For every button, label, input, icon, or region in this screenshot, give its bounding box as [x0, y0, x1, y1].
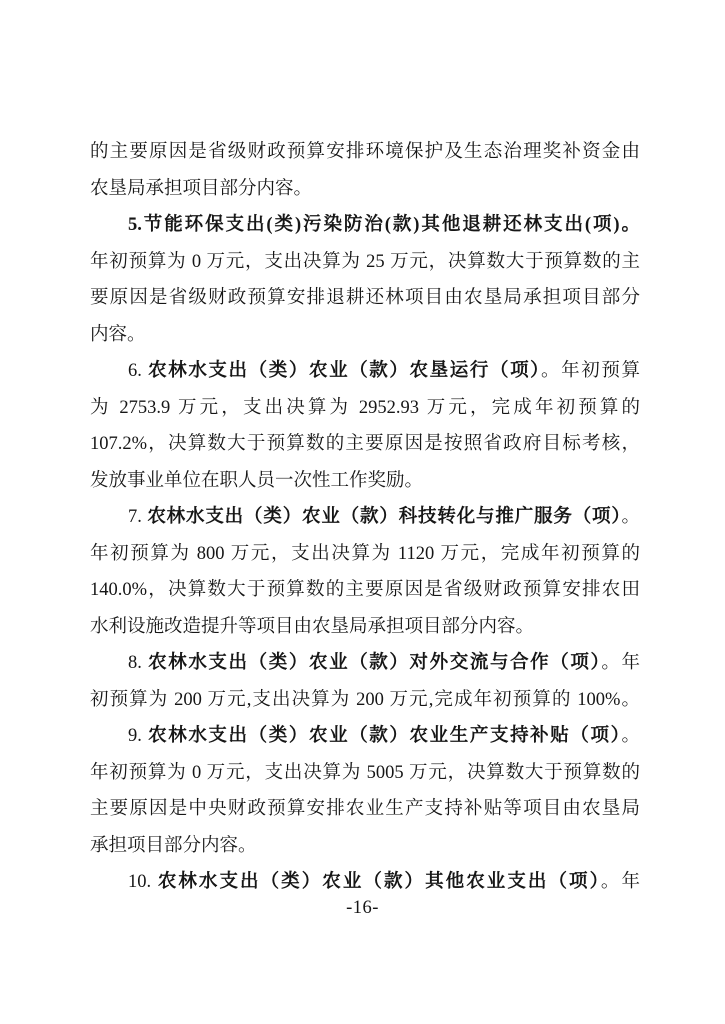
doc-line-14 — [90, 609, 640, 646]
line-text: 。 — [621, 726, 640, 746]
line-text: 140.0%，决算数大于预算数的主要原因是省级财政预算安排农田 — [90, 580, 640, 600]
doc-line-10 — [90, 463, 640, 500]
doc-line-18 — [90, 755, 640, 792]
line-text: 主要原因是中央财政预算安排农业生产支持补贴等项目由农垦局 — [90, 799, 640, 819]
line-text-bold: 农林水支出（类）农业（款）其他农业支出（项） — [157, 872, 601, 892]
line-text: 7. — [128, 507, 148, 527]
line-text: 水利设施改造提升等项目由农垦局承担项目部分内容。 — [90, 616, 535, 637]
doc-line-7-item6-heading — [90, 353, 640, 390]
line-text: 年初预算为 0 万元，支出决算为 25 万元，决算数大于预算数的主 — [90, 251, 640, 272]
page-number: -16- — [346, 898, 379, 918]
line-text-bold: 农林水支出（类）农业（款）农垦运行（项） — [148, 361, 542, 381]
line-text: 6. — [128, 361, 149, 381]
line-text: 107.2%，决算数大于预算数的主要原因是按照省政府目标考核， — [90, 434, 640, 454]
doc-line-12 — [90, 536, 640, 573]
line-text: 。 — [621, 507, 640, 527]
line-text: 农垦局承担项目部分内容。 — [90, 178, 313, 199]
doc-line-8 — [90, 390, 640, 427]
line-text: 内容。 — [90, 324, 146, 345]
doc-line-17-item9-heading — [90, 718, 640, 755]
line-text: 承担项目部分内容。 — [90, 835, 257, 856]
line-text-bold: 农林水支出（类）农业（款）农业生产支持补贴（项） — [148, 726, 622, 746]
line-text: 年初预算为 0 万元，支出决算为 5005 万元，决算数大于预算数的 — [90, 762, 640, 783]
line-text-bold: 5.节能环保支出(类)污染防治(款)其他退耕还林支出(项)。 — [128, 215, 640, 235]
line-text: 。年初预算 — [541, 361, 640, 381]
line-text-bold: 农林水支出（类）农业（款）科技转化与推广服务（项） — [147, 507, 622, 527]
doc-line-20 — [90, 828, 640, 865]
line-text: 为 2753.9 万元，支出决算为 2952.93 万元，完成年初预算的 — [90, 397, 640, 418]
doc-line-11-item7-heading — [90, 499, 640, 536]
doc-line-19 — [90, 791, 640, 828]
line-text: 年初预算为 800 万元，支出决算为 1120 万元，完成年初预算的 — [90, 543, 640, 564]
line-text: 发放事业单位在职人员一次性工作奖励。 — [90, 470, 424, 491]
document-text-block — [90, 134, 640, 901]
doc-line-1 — [90, 134, 640, 171]
doc-line-9 — [90, 426, 640, 463]
line-text: 10. — [128, 872, 158, 892]
line-text-bold: 农林水支出（类）农业（款）对外交流与合作（项） — [148, 653, 602, 673]
doc-line-2 — [90, 171, 640, 208]
doc-line-21-item10-heading — [90, 864, 640, 901]
line-text: 的主要原因是省级财政预算安排环境保护及生态治理奖补资金由 — [90, 142, 640, 162]
line-text: 9. — [128, 726, 149, 746]
doc-line-6 — [90, 317, 640, 354]
doc-line-15-item8-heading — [90, 645, 640, 682]
line-text: 。年 — [601, 653, 640, 673]
doc-line-4 — [90, 244, 640, 281]
line-text: 要原因是省级财政预算安排退耕还林项目由农垦局承担项目部分 — [90, 288, 640, 308]
doc-line-13 — [90, 572, 640, 609]
line-text: 。年 — [600, 872, 640, 892]
doc-line-16 — [90, 682, 640, 719]
line-text: 初预算为 200 万元,支出决算为 200 万元,完成年初预算的 100%。 — [90, 689, 640, 710]
doc-line-3-item5-heading — [90, 207, 640, 244]
doc-line-5 — [90, 280, 640, 317]
line-text: 8. — [128, 653, 149, 673]
